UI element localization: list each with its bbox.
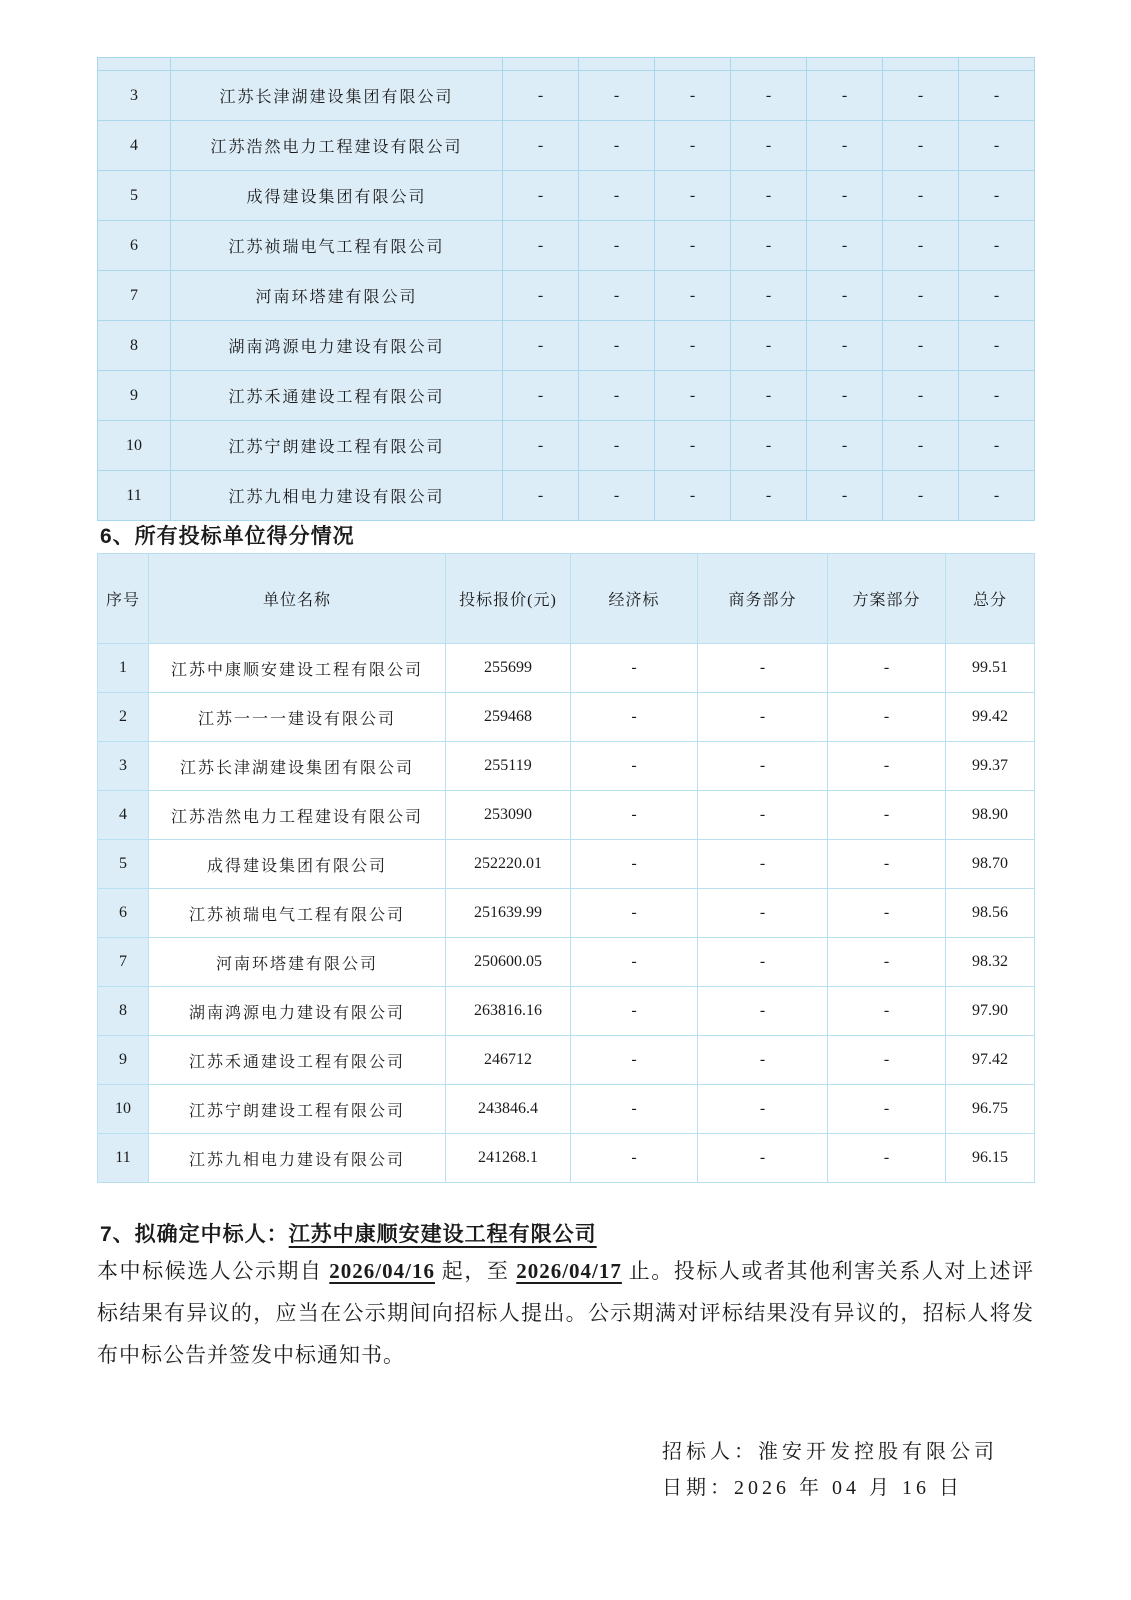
score-cell: - xyxy=(579,421,655,471)
score-cell: - xyxy=(959,271,1035,321)
column-header: 单位名称 xyxy=(149,554,446,644)
company-cell: 江苏长津湖建设集团有限公司 xyxy=(149,742,446,791)
price-cell: 243846.4 xyxy=(446,1085,571,1134)
notice-text: 起，至 xyxy=(434,1259,517,1283)
price-cell: 255119 xyxy=(446,742,571,791)
score-cell: - xyxy=(959,371,1035,421)
company-cell: 河南环塔建有限公司 xyxy=(171,271,503,321)
econ-cell: - xyxy=(571,742,698,791)
biz-cell: - xyxy=(698,840,828,889)
table-row xyxy=(98,840,1035,889)
score-cell: - xyxy=(731,271,807,321)
score-cell: - xyxy=(731,171,807,221)
score-cell: - xyxy=(959,221,1035,271)
publicity-start-date: 2026/04/16 xyxy=(329,1259,435,1283)
score-cell: - xyxy=(655,71,731,121)
score-cell: - xyxy=(655,471,731,521)
seq-cell: 4 xyxy=(98,791,149,840)
plan-cell: - xyxy=(828,1134,946,1183)
plan-cell: - xyxy=(828,1085,946,1134)
plan-cell: - xyxy=(828,938,946,987)
table-row xyxy=(98,421,1035,471)
seq-cell: 7 xyxy=(98,938,149,987)
score-cell: - xyxy=(503,71,579,121)
column-header: 经济标 xyxy=(571,554,698,644)
total-cell: 98.56 xyxy=(946,889,1035,938)
table-row xyxy=(98,171,1035,221)
econ-cell: - xyxy=(571,791,698,840)
column-header: 商务部分 xyxy=(698,554,828,644)
seq-cell: 1 xyxy=(98,644,149,693)
score-cell: - xyxy=(655,321,731,371)
score-cell: - xyxy=(731,221,807,271)
plan-cell: - xyxy=(828,840,946,889)
total-cell: 99.51 xyxy=(946,644,1035,693)
total-cell: 96.15 xyxy=(946,1134,1035,1183)
company-cell: 江苏祯瑞电气工程有限公司 xyxy=(149,889,446,938)
tenderer-line: 招标人：淮安开发控股有限公司 xyxy=(662,1441,998,1463)
price-cell: 250600.05 xyxy=(446,938,571,987)
company-cell: 江苏九相电力建设有限公司 xyxy=(149,1134,446,1183)
econ-cell: - xyxy=(571,840,698,889)
plan-cell: - xyxy=(828,644,946,693)
table-row xyxy=(98,221,1035,271)
score-cell: - xyxy=(807,171,883,221)
price-cell: 246712 xyxy=(446,1036,571,1085)
company-cell: 江苏宁朗建设工程有限公司 xyxy=(149,1085,446,1134)
company-cell: 湖南鸿源电力建设有限公司 xyxy=(149,987,446,1036)
date-line: 日期：2026 年 04 月 16 日 xyxy=(662,1477,963,1499)
score-cell: - xyxy=(655,421,731,471)
plan-cell: - xyxy=(828,987,946,1036)
biz-cell: - xyxy=(698,644,828,693)
score-cell: - xyxy=(807,71,883,121)
company-cell: 江苏浩然电力工程建设有限公司 xyxy=(171,121,503,171)
all-bidders-score-table xyxy=(97,553,1035,1183)
total-cell: 98.70 xyxy=(946,840,1035,889)
score-cell: - xyxy=(503,421,579,471)
table-row xyxy=(98,791,1035,840)
company-cell: 江苏九相电力建设有限公司 xyxy=(171,471,503,521)
table-row xyxy=(98,693,1035,742)
econ-cell: - xyxy=(571,693,698,742)
company-cell: 河南环塔建有限公司 xyxy=(149,938,446,987)
seq-cell: 6 xyxy=(98,221,171,271)
seq-cell: 11 xyxy=(98,1134,149,1183)
winner-label: 7、拟确定中标人： xyxy=(100,1223,289,1246)
score-cell: - xyxy=(807,321,883,371)
seq-cell: 4 xyxy=(98,121,171,171)
table-row xyxy=(98,471,1035,521)
company-cell: 江苏浩然电力工程建设有限公司 xyxy=(149,791,446,840)
column-header: 方案部分 xyxy=(828,554,946,644)
biz-cell: - xyxy=(698,938,828,987)
score-cell: - xyxy=(579,71,655,121)
company-cell: 江苏禾通建设工程有限公司 xyxy=(171,371,503,421)
total-cell: 97.90 xyxy=(946,987,1035,1036)
biz-cell: - xyxy=(698,1134,828,1183)
score-cell: - xyxy=(959,321,1035,371)
score-cell: - xyxy=(579,171,655,221)
score-cell: - xyxy=(503,221,579,271)
score-cell: - xyxy=(503,171,579,221)
total-cell: 98.90 xyxy=(946,791,1035,840)
score-cell: - xyxy=(959,121,1035,171)
company-cell: 江苏一一一建设有限公司 xyxy=(149,693,446,742)
signature-block xyxy=(662,1434,998,1506)
biz-cell: - xyxy=(698,1036,828,1085)
score-cell: - xyxy=(503,321,579,371)
score-cell: - xyxy=(883,171,959,221)
score-cell: - xyxy=(579,471,655,521)
score-cell: - xyxy=(807,371,883,421)
seq-cell: 3 xyxy=(98,742,149,791)
score-cell: - xyxy=(655,171,731,221)
seq-cell: 11 xyxy=(98,471,171,521)
total-cell: 99.37 xyxy=(946,742,1035,791)
score-cell: - xyxy=(655,221,731,271)
econ-cell: - xyxy=(571,889,698,938)
biz-cell: - xyxy=(698,987,828,1036)
score-cell: - xyxy=(579,121,655,171)
plan-cell: - xyxy=(828,1036,946,1085)
seq-cell: 7 xyxy=(98,271,171,321)
seq-cell: 8 xyxy=(98,321,171,371)
score-cell: - xyxy=(959,71,1035,121)
biz-cell: - xyxy=(698,693,828,742)
score-cell: - xyxy=(731,421,807,471)
seq-cell: 8 xyxy=(98,987,149,1036)
publicity-end-date: 2026/04/17 xyxy=(516,1259,622,1283)
company-cell: 成得建设集团有限公司 xyxy=(171,171,503,221)
score-cell: - xyxy=(959,171,1035,221)
biz-cell: - xyxy=(698,791,828,840)
seq-cell: 9 xyxy=(98,1036,149,1085)
score-cell: - xyxy=(655,271,731,321)
seq-cell: 5 xyxy=(98,171,171,221)
table-row xyxy=(98,121,1035,171)
score-cell: - xyxy=(731,121,807,171)
score-cell: - xyxy=(883,121,959,171)
price-cell: 241268.1 xyxy=(446,1134,571,1183)
score-cell: - xyxy=(731,471,807,521)
score-cell: - xyxy=(883,71,959,121)
cut-off-row xyxy=(98,58,1035,71)
econ-cell: - xyxy=(571,1085,698,1134)
seq-cell: 3 xyxy=(98,71,171,121)
seq-cell: 6 xyxy=(98,889,149,938)
seq-cell: 5 xyxy=(98,840,149,889)
score-cell: - xyxy=(959,421,1035,471)
table-row xyxy=(98,1085,1035,1134)
score-cell: - xyxy=(503,121,579,171)
score-cell: - xyxy=(883,421,959,471)
seq-cell: 10 xyxy=(98,1085,149,1134)
bid-table-continued xyxy=(97,57,1035,521)
table-row xyxy=(98,987,1035,1036)
table-row xyxy=(98,1134,1035,1183)
score-cell: - xyxy=(503,471,579,521)
company-cell: 江苏长津湖建设集团有限公司 xyxy=(171,71,503,121)
score-cell: - xyxy=(579,321,655,371)
company-cell: 江苏祯瑞电气工程有限公司 xyxy=(171,221,503,271)
company-cell: 湖南鸿源电力建设有限公司 xyxy=(171,321,503,371)
score-cell: - xyxy=(807,121,883,171)
score-cell: - xyxy=(579,221,655,271)
table-row xyxy=(98,371,1035,421)
score-cell: - xyxy=(883,271,959,321)
section-7-title xyxy=(100,1218,597,1248)
biz-cell: - xyxy=(698,1085,828,1134)
table-row xyxy=(98,889,1035,938)
score-cell: - xyxy=(503,271,579,321)
plan-cell: - xyxy=(828,889,946,938)
score-cell: - xyxy=(883,471,959,521)
econ-cell: - xyxy=(571,644,698,693)
plan-cell: - xyxy=(828,742,946,791)
notice-text: 止。投标人或者其他利害关系人对上述评标结果有异议的，应当在公示期间向招标人提出。公示期满对评标结果没有异议的，招标人将发布中标公告并签发中标通知书。 xyxy=(97,1259,1035,1367)
plan-cell: - xyxy=(828,791,946,840)
score-cell: - xyxy=(579,371,655,421)
price-cell: 251639.99 xyxy=(446,889,571,938)
company-cell: 成得建设集团有限公司 xyxy=(149,840,446,889)
plan-cell: - xyxy=(828,693,946,742)
table-row xyxy=(98,742,1035,791)
biz-cell: - xyxy=(698,742,828,791)
total-cell: 97.42 xyxy=(946,1036,1035,1085)
score-cell: - xyxy=(883,321,959,371)
publicity-notice xyxy=(97,1250,1034,1376)
score-cell: - xyxy=(655,121,731,171)
column-header: 投标报价(元) xyxy=(446,554,571,644)
winner-company: 江苏中康顺安建设工程有限公司 xyxy=(288,1223,597,1246)
total-cell: 98.32 xyxy=(946,938,1035,987)
seq-cell: 2 xyxy=(98,693,149,742)
seq-cell: 9 xyxy=(98,371,171,421)
score-cell: - xyxy=(579,271,655,321)
score-cell: - xyxy=(655,371,731,421)
score-cell: - xyxy=(883,221,959,271)
table-row xyxy=(98,71,1035,121)
company-cell: 江苏宁朗建设工程有限公司 xyxy=(171,421,503,471)
score-cell: - xyxy=(807,471,883,521)
price-cell: 252220.01 xyxy=(446,840,571,889)
table-row xyxy=(98,321,1035,371)
price-cell: 259468 xyxy=(446,693,571,742)
total-cell: 96.75 xyxy=(946,1085,1035,1134)
column-header: 总分 xyxy=(946,554,1035,644)
table-row xyxy=(98,1036,1035,1085)
score-cell: - xyxy=(883,371,959,421)
notice-text: 本中标候选人公示期自 xyxy=(97,1259,330,1283)
score-cell: - xyxy=(959,471,1035,521)
seq-cell: 10 xyxy=(98,421,171,471)
company-cell: 江苏中康顺安建设工程有限公司 xyxy=(149,644,446,693)
score-cell: - xyxy=(731,371,807,421)
score-cell: - xyxy=(807,221,883,271)
score-cell: - xyxy=(503,371,579,421)
column-header: 序号 xyxy=(98,554,149,644)
biz-cell: - xyxy=(698,889,828,938)
header-row xyxy=(98,554,1035,644)
econ-cell: - xyxy=(571,1036,698,1085)
econ-cell: - xyxy=(571,938,698,987)
score-cell: - xyxy=(807,271,883,321)
econ-cell: - xyxy=(571,987,698,1036)
total-cell: 99.42 xyxy=(946,693,1035,742)
table-row xyxy=(98,271,1035,321)
table-row xyxy=(98,644,1035,693)
company-cell: 江苏禾通建设工程有限公司 xyxy=(149,1036,446,1085)
score-cell: - xyxy=(807,421,883,471)
econ-cell: - xyxy=(571,1134,698,1183)
table-row xyxy=(98,938,1035,987)
price-cell: 255699 xyxy=(446,644,571,693)
price-cell: 253090 xyxy=(446,791,571,840)
score-cell: - xyxy=(731,321,807,371)
section-6-title: 6、所有投标单位得分情况 xyxy=(100,525,355,548)
score-cell: - xyxy=(731,71,807,121)
price-cell: 263816.16 xyxy=(446,987,571,1036)
